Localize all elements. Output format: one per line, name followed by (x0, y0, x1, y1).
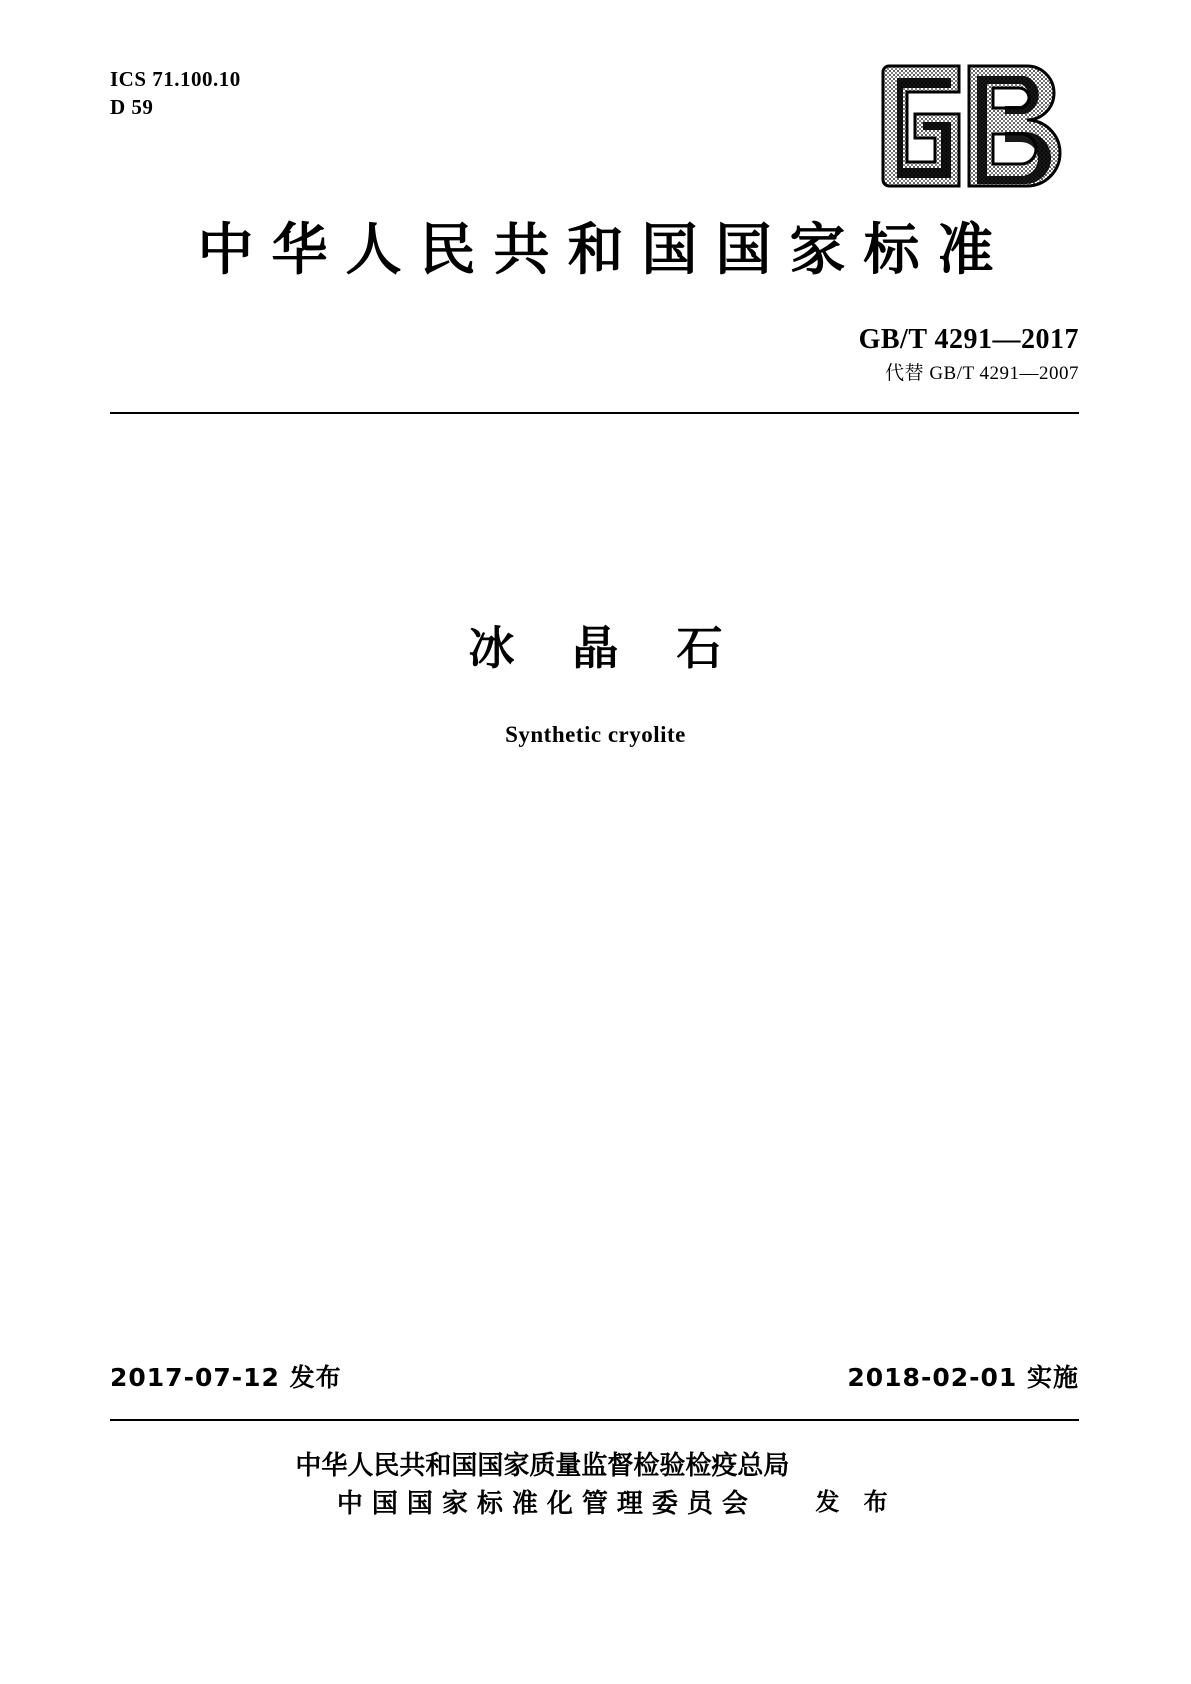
classification-code: D 59 (110, 94, 154, 119)
divider-top (110, 412, 1079, 414)
document-title-english: Synthetic cryolite (505, 722, 686, 747)
divider-bottom (110, 1419, 1079, 1421)
gb-logo-icon (829, 58, 1079, 198)
standard-replaces: 代替 GB/T 4291—2007 (885, 363, 1079, 385)
issue-date: 2017-07-12 发布 (110, 1363, 342, 1392)
ics-block (110, 66, 241, 121)
date-row (110, 1358, 1079, 1394)
standard-number: GB/T 4291—2017 (858, 324, 1079, 355)
ics-code: ICS 71.100.10 (110, 67, 241, 91)
effective-date: 2018-02-01 实施 (847, 1363, 1079, 1392)
publisher-line-2: 中国国家标准化管理委员会 (336, 1488, 757, 1519)
national-standard-title: 中华人民共和国国家标准 (197, 218, 1012, 283)
publisher-block (0, 1448, 1191, 1523)
publisher-names (295, 1448, 789, 1523)
standard-number-block (859, 322, 1079, 387)
document-title-chinese: 冰晶石 (468, 621, 781, 675)
publisher-line-1: 中华人民共和国国家质量监督检验检疫总局 (295, 1451, 790, 1481)
publisher-verb: 发 布 (815, 1488, 896, 1517)
